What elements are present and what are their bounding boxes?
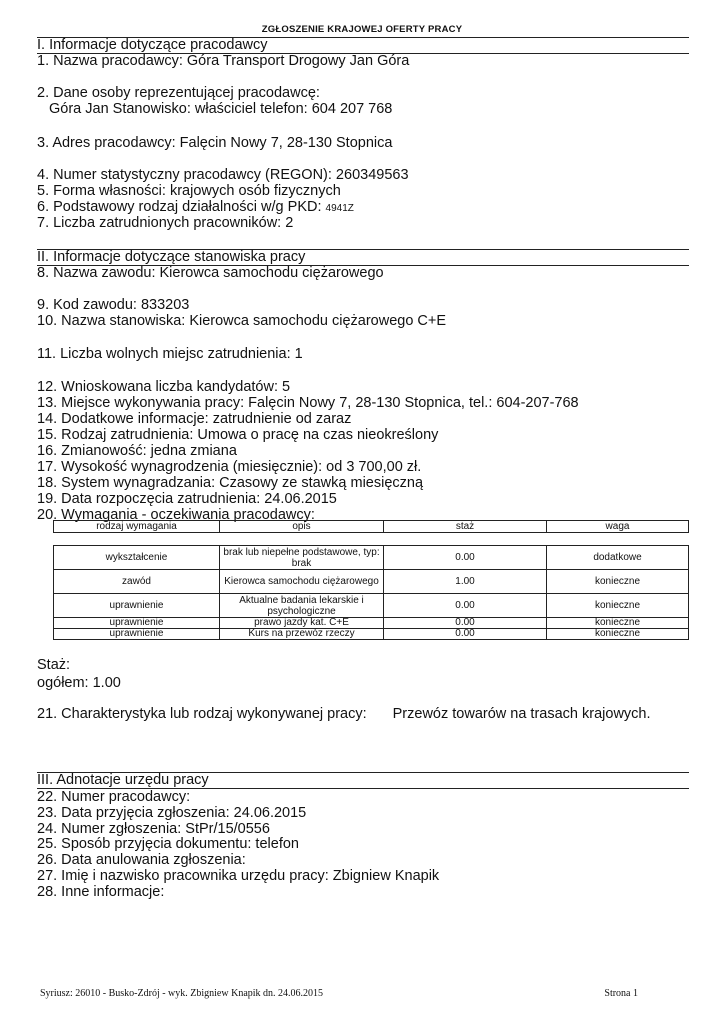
cell-type: uprawnienie bbox=[54, 629, 220, 640]
col-header-experience: staż bbox=[384, 521, 547, 533]
cell-experience: 0.00 bbox=[384, 546, 547, 570]
cell-experience: 0.00 bbox=[384, 618, 547, 629]
cell-weight: konieczne bbox=[547, 570, 689, 594]
employer-name: 1. Nazwa pracodawcy: Góra Transport Drogowy Jan Góra bbox=[37, 53, 410, 69]
cell-description: prawo jazdy kat. C+E bbox=[220, 618, 384, 629]
page-number: Strona 1 bbox=[604, 988, 638, 999]
pkd-code: 4941Z bbox=[325, 203, 354, 214]
occupation-code: 9. Kod zawodu: 833203 bbox=[37, 297, 190, 313]
cell-type: wykształcenie bbox=[54, 546, 220, 570]
cell-weight: konieczne bbox=[547, 618, 689, 629]
table-row bbox=[54, 594, 689, 618]
vacancy-count: 11. Liczba wolnych miejsc zatrudnienia: 1 bbox=[37, 346, 303, 362]
acceptance-method: 25. Sposób przyjęcia dokumentu: telefon bbox=[37, 836, 299, 852]
cell-weight: dodatkowe bbox=[547, 546, 689, 570]
section-3-header: III. Adnotacje urzędu pracy bbox=[37, 772, 689, 789]
employer-number: 22. Numer pracodawcy: bbox=[37, 789, 191, 805]
candidate-count: 12. Wnioskowana liczba kandydatów: 5 bbox=[37, 379, 291, 395]
pkd-label: 6. Podstawowy rodzaj działalności w/g PKD: bbox=[37, 199, 326, 215]
cell-experience: 1.00 bbox=[384, 570, 547, 594]
col-header-description: opis bbox=[220, 521, 384, 533]
cell-description: brak lub niepełne podstawowe, typ: brak bbox=[220, 546, 384, 570]
requirements-label: 20. Wymagania - oczekiwania pracodawcy: bbox=[37, 507, 315, 523]
cell-weight: konieczne bbox=[547, 629, 689, 640]
section-2-header: II. Informacje dotyczące stanowiska pracy bbox=[37, 249, 689, 266]
employer-address: 3. Adres pracodawcy: Falęcin Nowy 7, 28-130 Stopnica bbox=[37, 135, 393, 151]
representative-label: 2. Dane osoby reprezentującej pracodawcę: bbox=[37, 85, 320, 101]
submission-number: 24. Numer zgłoszenia: StPr/15/0556 bbox=[37, 821, 270, 837]
table-row bbox=[54, 570, 689, 594]
footer-left: Syriusz: 26010 - Busko-Zdrój - wyk. Zbigniew Knapik dn. 24.06.2015 bbox=[40, 988, 324, 999]
submission-date: 23. Data przyjęcia zgłoszenia: 24.06.2015 bbox=[37, 805, 307, 821]
table-row bbox=[54, 546, 689, 570]
cell-experience: 0.00 bbox=[384, 629, 547, 640]
other-info: 28. Inne informacje: bbox=[37, 884, 165, 900]
office-employee: 27. Imię i nazwisko pracownika urzędu pracy: Zbigniew Knapik bbox=[37, 868, 440, 884]
cancellation-date: 26. Data anulowania zgłoszenia: bbox=[37, 852, 246, 868]
cell-experience: 0.00 bbox=[384, 594, 547, 618]
cell-description: Kierowca samochodu ciężarowego bbox=[220, 570, 384, 594]
cell-weight: konieczne bbox=[547, 594, 689, 618]
document-title: ZGŁOSZENIE KRAJOWEJ OFERTY PRACY bbox=[261, 24, 463, 35]
position-name: 10. Nazwa stanowiska: Kierowca samochodu ciężarowego C+E bbox=[37, 313, 447, 329]
cell-description: Kurs na przewóz rzeczy bbox=[220, 629, 384, 640]
salary: 17. Wysokość wynagrodzenia (miesięcznie): od 3 700,00 zł. bbox=[37, 459, 422, 475]
job-characteristics-value: Przewóz towarów na trasach krajowych. bbox=[392, 706, 651, 722]
representative-details: Góra Jan Stanowisko: właściciel telefon: 604 207 768 bbox=[49, 101, 393, 117]
col-header-weight: waga bbox=[547, 521, 689, 533]
col-header-type: rodzaj wymagania bbox=[54, 521, 220, 533]
requirements-table bbox=[53, 545, 689, 640]
job-characteristics bbox=[37, 706, 651, 722]
pay-system: 18. System wynagradzania: Czasowy ze stawką miesięczną bbox=[37, 475, 424, 491]
additional-info: 14. Dodatkowe informacje: zatrudnienie od zaraz bbox=[37, 411, 352, 427]
table-row bbox=[54, 618, 689, 629]
cell-type: uprawnienie bbox=[54, 594, 220, 618]
job-characteristics-label: 21. Charakterystyka lub rodzaj wykonywanej pracy: bbox=[37, 706, 367, 722]
regon: 4. Numer statystyczny pracodawcy (REGON): 260349563 bbox=[37, 167, 409, 183]
start-date: 19. Data rozpoczęcia zatrudnienia: 24.06.2015 bbox=[37, 491, 337, 507]
cell-description: Aktualne badania lekarskie i psychologiczne bbox=[220, 594, 384, 618]
ownership-form: 5. Forma własności: krajowych osób fizycznych bbox=[37, 183, 341, 199]
experience-label: Staż: bbox=[37, 657, 71, 673]
cell-type: uprawnienie bbox=[54, 618, 220, 629]
shift-pattern: 16. Zmianowość: jedna zmiana bbox=[37, 443, 237, 459]
cell-type: zawód bbox=[54, 570, 220, 594]
occupation-name: 8. Nazwa zawodu: Kierowca samochodu ciężarowego bbox=[37, 265, 384, 281]
table-row bbox=[54, 629, 689, 640]
work-location: 13. Miejsce wykonywania pracy: Falęcin Nowy 7, 28-130 Stopnica, tel.: 604-207-768 bbox=[37, 395, 579, 411]
requirements-header-table bbox=[53, 520, 689, 533]
section-1-header: I. Informacje dotyczące pracodawcy bbox=[37, 37, 689, 54]
experience-total: ogółem: 1.00 bbox=[37, 675, 121, 691]
employment-type: 15. Rodzaj zatrudnienia: Umowa o pracę na czas nieokreślony bbox=[37, 427, 439, 443]
employee-count: 7. Liczba zatrudnionych pracowników: 2 bbox=[37, 215, 294, 231]
